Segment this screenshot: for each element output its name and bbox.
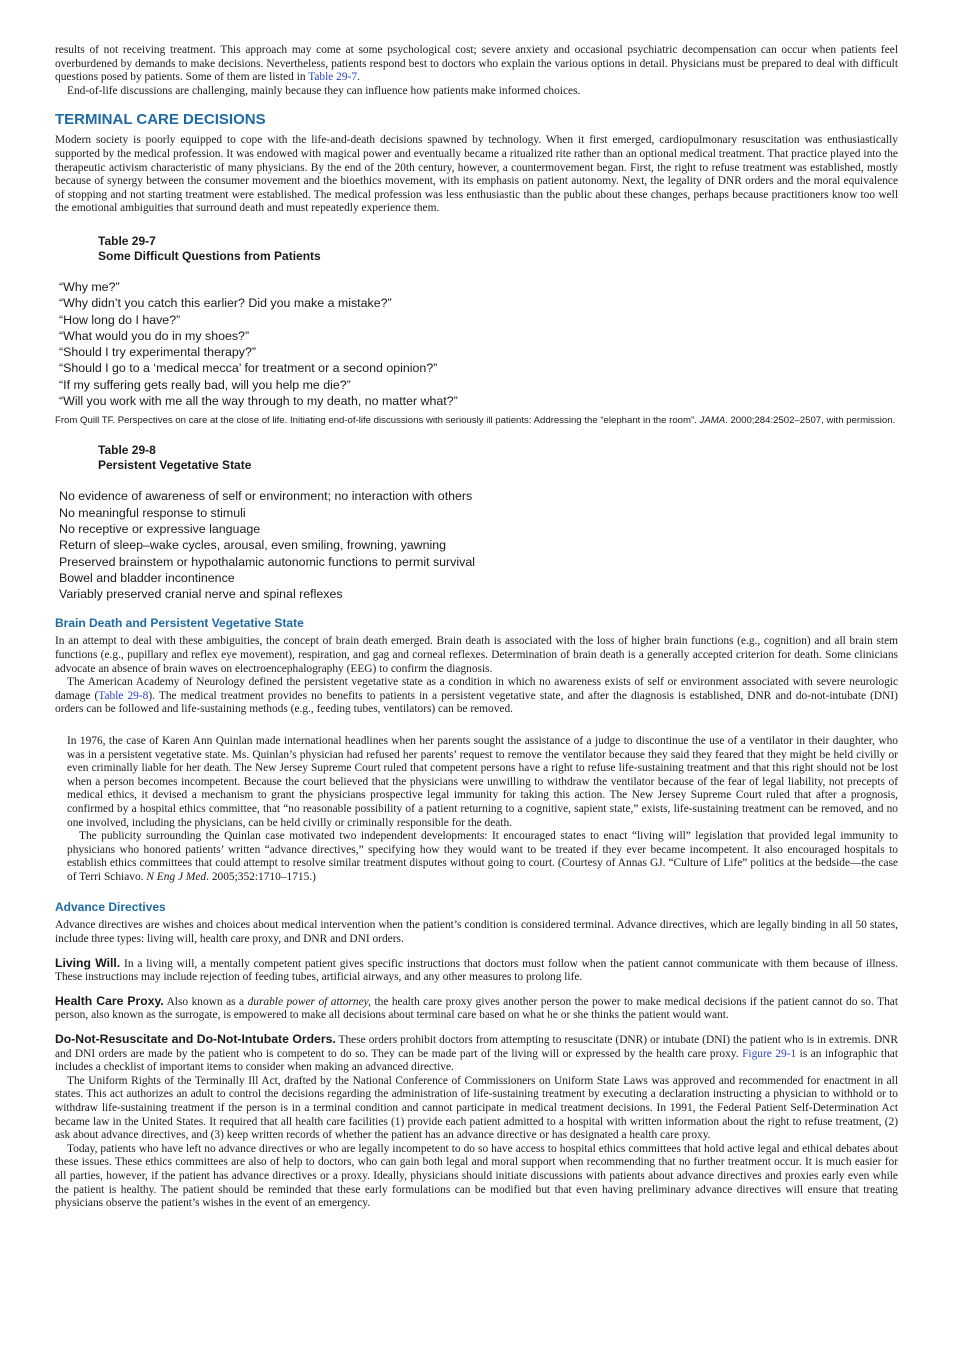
list-item: “Should I go to a ‘medical mecca’ for treatment or a second opinion?” <box>59 361 438 376</box>
brain-death-heading: Brain Death and Persistent Vegetative State <box>55 616 304 631</box>
living-will-lead: Living Will. <box>55 955 121 970</box>
ethics-committees-paragraph: Today, patients who have left no advance directives or who are legally incompetent to do so have access to hospital ethics committees that hold active legal and ethical debates about these issues. These ethics committees are also of help to doctors, who can gain both legal and moral support when recommending that no further treatment occur. It is much easier for all parties, however, if the patient has advance directives or a proxy. Ideally, physicians should initiate discussions with patients about advance directives and proxies early even while the patient is healthy. The patient should be reminded that these early formulations can be modified but that even having preliminary advance directives will ensure that treating physicians observe the patient’s wishes in the event of an emergency. <box>55 1142 898 1210</box>
quinlan-paragraph: In 1976, the case of Karen Ann Quinlan made international headlines when her parents sought the assistance of a judge to discontinue the use of a ventilator in their daughter, who was in a persistent vegetative state. Ms. Quinlan’s physician had refused her parents’ request to remove the ventilator because they said they feared that they might be held civilly or even criminally liable for her death. The New Jersey Supreme Court ruled that competent persons have a right to refuse life-sustaining treatment and that this right should not be lost when a person becomes incompetent. Because the court believed that the physicians were unwilling to withdraw the ventilator because of the fear of legal liability, not precepts of medical ethics, it devised a mechanism to grant the physicians prospective legal immunity for taking this action. The New Jersey Supreme Court ruled that after a prognosis, confirmed by a hospital ethics committee, that “no reasonable possibility of a patient returning to a cognitive, sapient state,” exists, life-sustaining treatment can be removed, and no one involved, including the physicians, can be held civilly or criminally responsible for the death. <box>67 734 898 829</box>
table-29-8 <box>55 443 898 602</box>
advance-directives-heading: Advance Directives <box>55 900 166 915</box>
list-item: “Will you work with me all the way through to my death, no matter what?” <box>59 394 458 409</box>
figure-29-1-link[interactable]: Figure 29-1 <box>742 1047 797 1060</box>
list-item: “What would you do in my shoes?” <box>59 328 250 343</box>
table-29-8-link[interactable]: Table 29-8 <box>98 689 149 702</box>
dnr-dni-paragraph: Do-Not-Resuscitate and Do-Not-Intubate Orders. These orders prohibit doctors from attempting to resuscitate (DNR) or intubate (DNI) the patient who is in extremis. DNR and DNI orders are made by the patient who is competent to do so. They can be made part of the living will or expressed by the health care proxy. Figure 29-1 is an infographic that includes a checklist of important items to consider when making an advanced directive. <box>55 1032 899 1074</box>
list-item: Preserved brainstem or hypothalamic autonomic functions to permit survival <box>59 554 475 569</box>
list-item: “Why me?” <box>59 279 120 294</box>
brain-death-paragraph: In an attempt to deal with these ambiguities, the concept of brain death emerged. Brain death is associated with the loss of higher brain functions (e.g., cognition) and all brain stem functions (e.g., pupillary and reflex eye movement), respiration, and gag and corneal reflexes. Determination of brain death is a generally accepted criterion for death. Some clinicians advocate an absence of brain waves on electroencephalography (EEG) to confirm the diagnosis. <box>55 635 898 675</box>
table-29-7-source-note: From Quill TF. Perspectives on care at the close of life. Initiating end-of-life discussions with seriously ill patients: Addressing the “elephant in the room”. JAMA. 2000;284:2502–2507, with permission. <box>55 415 896 427</box>
intro-paragraph-2: End-of-life discussions are challenging, mainly because they can influence how patients make informed choices. <box>67 84 581 97</box>
terminal-care-paragraph: Modern society is poorly equipped to cope with the life-and-death decisions spawned by technology. When it first emerged, cardiopulmonary resuscitation was enthusiastically supported by the medical profession. It was endowed with magical power and eventually became a ritualized rite rather than an optional medical treatment. That practice played into the therapeutic activism characteristic of many physicians. By the end of the 20th century, however, a countermovement began. First, the right to refuse treatment was established, mostly because of synergy between the consumer movement and the bioethics movement, with its emphasis on patient autonomy. Next, the legality of DNR orders and the moral equivalence of stopping and not starting treatment were established. The medical profession was less enthusiastic than the public about these changes, perhaps because practitioners know too well the emotional ambiguities that surround death and must repeatedly experience them. <box>55 134 898 215</box>
list-item: “Should I try experimental therapy?” <box>59 345 256 360</box>
quinlan-publicity-paragraph: The publicity surrounding the Quinlan case motivated two independent developments: It encouraged states to enact “living will” legislation that provided legal immunity to physicians who honored patients’ written “advance directives,” specifying how they would want to be treated if they ever became incompetent. It also encouraged hospitals to establish ethics committees that could attempt to resolve similar treatment disputes without going to court. (Courtesy of Annas GJ. “Culture of Life” politics at the bedside—the case of Terri Schiavo. N Eng J Med. 2005;352:1710–1715.) <box>67 830 898 883</box>
health-care-proxy-paragraph: Health Care Proxy. Also known as a durable power of attorney, the health care proxy gives another person the power to make medical decisions if the patient cannot do so. That person, also known as the surrogate, is empowered to make all decisions about terminal care based on what he or she thinks the patient would want. <box>55 993 898 1022</box>
pvs-paragraph: The American Academy of Neurology defined the persistent vegetative state as a condition in which no awareness exists of self or environment associated with severe neurologic damage (Table 29-8). The medical treatment provides no benefits to patients in a persistent vegetative state, and after the diagnosis is established, DNR and do-not-intubate (DNI) orders can be followed and life-sustaining methods (e.g., feeding tubes, ventilators) can be removed. <box>55 676 898 716</box>
health-care-proxy-lead: Health Care Proxy. <box>55 993 164 1008</box>
list-item: No evidence of awareness of self or environment; no interaction with others <box>59 489 473 504</box>
table-29-7-link[interactable]: Table 29-7 <box>308 71 358 84</box>
uniform-rights-paragraph: The Uniform Rights of the Terminally Ill Act, drafted by the National Conference of Commissioners on Uniform State Laws was approved and recommended for enactment in all states. This act authorizes an adult to control the decisions regarding the administration of life-sustaining treatment by executing a declaration instructing a physician to withhold or to withdraw life-sustaining treatment if the person is in a terminal condition and cannot participate in medical treatment decisions. In 1991, the Federal Patient Self-Determination Act became law in the United States. It required that all health care facilities (1) provide each patient admitted to a hospital with written information about the right to refuse treatment, (2) ask about advance directives, and (3) keep written records of whether the patient has an advance directive or has designated a health care proxy. <box>55 1074 898 1142</box>
terminal-care-heading: TERMINAL CARE DECISIONS <box>55 111 266 129</box>
table-29-7 <box>55 234 898 427</box>
list-item: “If my suffering gets really bad, will you help me die?” <box>59 377 351 392</box>
list-item: Variably preserved cranial nerve and spinal reflexes <box>59 587 343 602</box>
table-29-7-title: Table 29-7 Some Difficult Questions from Patients <box>98 233 321 263</box>
list-item: “How long do I have?” <box>59 312 181 327</box>
living-will-paragraph: Living Will. In a living will, a mentally competent patient gives specific instructions that doctors must follow when the patient cannot communicate with them because of illness. These instructions may include rejection of feeding tubes, artificial airways, and any other measures to prolong life. <box>55 955 898 984</box>
list-item: No meaningful response to stimuli <box>59 505 246 520</box>
table-29-8-title: Table 29-8 Persistent Vegetative State <box>98 443 252 473</box>
table-29-7-items <box>59 279 898 409</box>
table-29-8-items <box>59 488 898 602</box>
list-item: No receptive or expressive language <box>59 521 261 536</box>
dnr-dni-lead: Do-Not-Resuscitate and Do-Not-Intubate Orders. <box>55 1032 336 1047</box>
advance-directives-paragraph: Advance directives are wishes and choices about medical intervention when the patient’s condition is considered terminal. Advance directives, which are legally binding in all 50 states, include three types: living will, health care proxy, and DNR and DNI orders. <box>55 919 898 946</box>
list-item: Return of sleep–wake cycles, arousal, even smiling, frowning, yawning <box>59 538 447 553</box>
document-page <box>55 44 898 1211</box>
quinlan-case-box <box>67 735 898 885</box>
intro-paragraph: results of not receiving treatment. This approach may come at some psychological cost; severe anxiety and occasional psychiatric decompensation can occur when patients feel overburdened by demands to make decisions. Nevertheless, patients respond best to doctors who explain the various options in detail. Physicians must be prepared to deal with difficult questions posed by patients. Some of them are listed in Table 29-7. <box>55 44 898 84</box>
list-item: Bowel and bladder incontinence <box>59 570 235 585</box>
list-item: “Why didn’t you catch this earlier? Did you make a mistake?” <box>59 296 392 311</box>
